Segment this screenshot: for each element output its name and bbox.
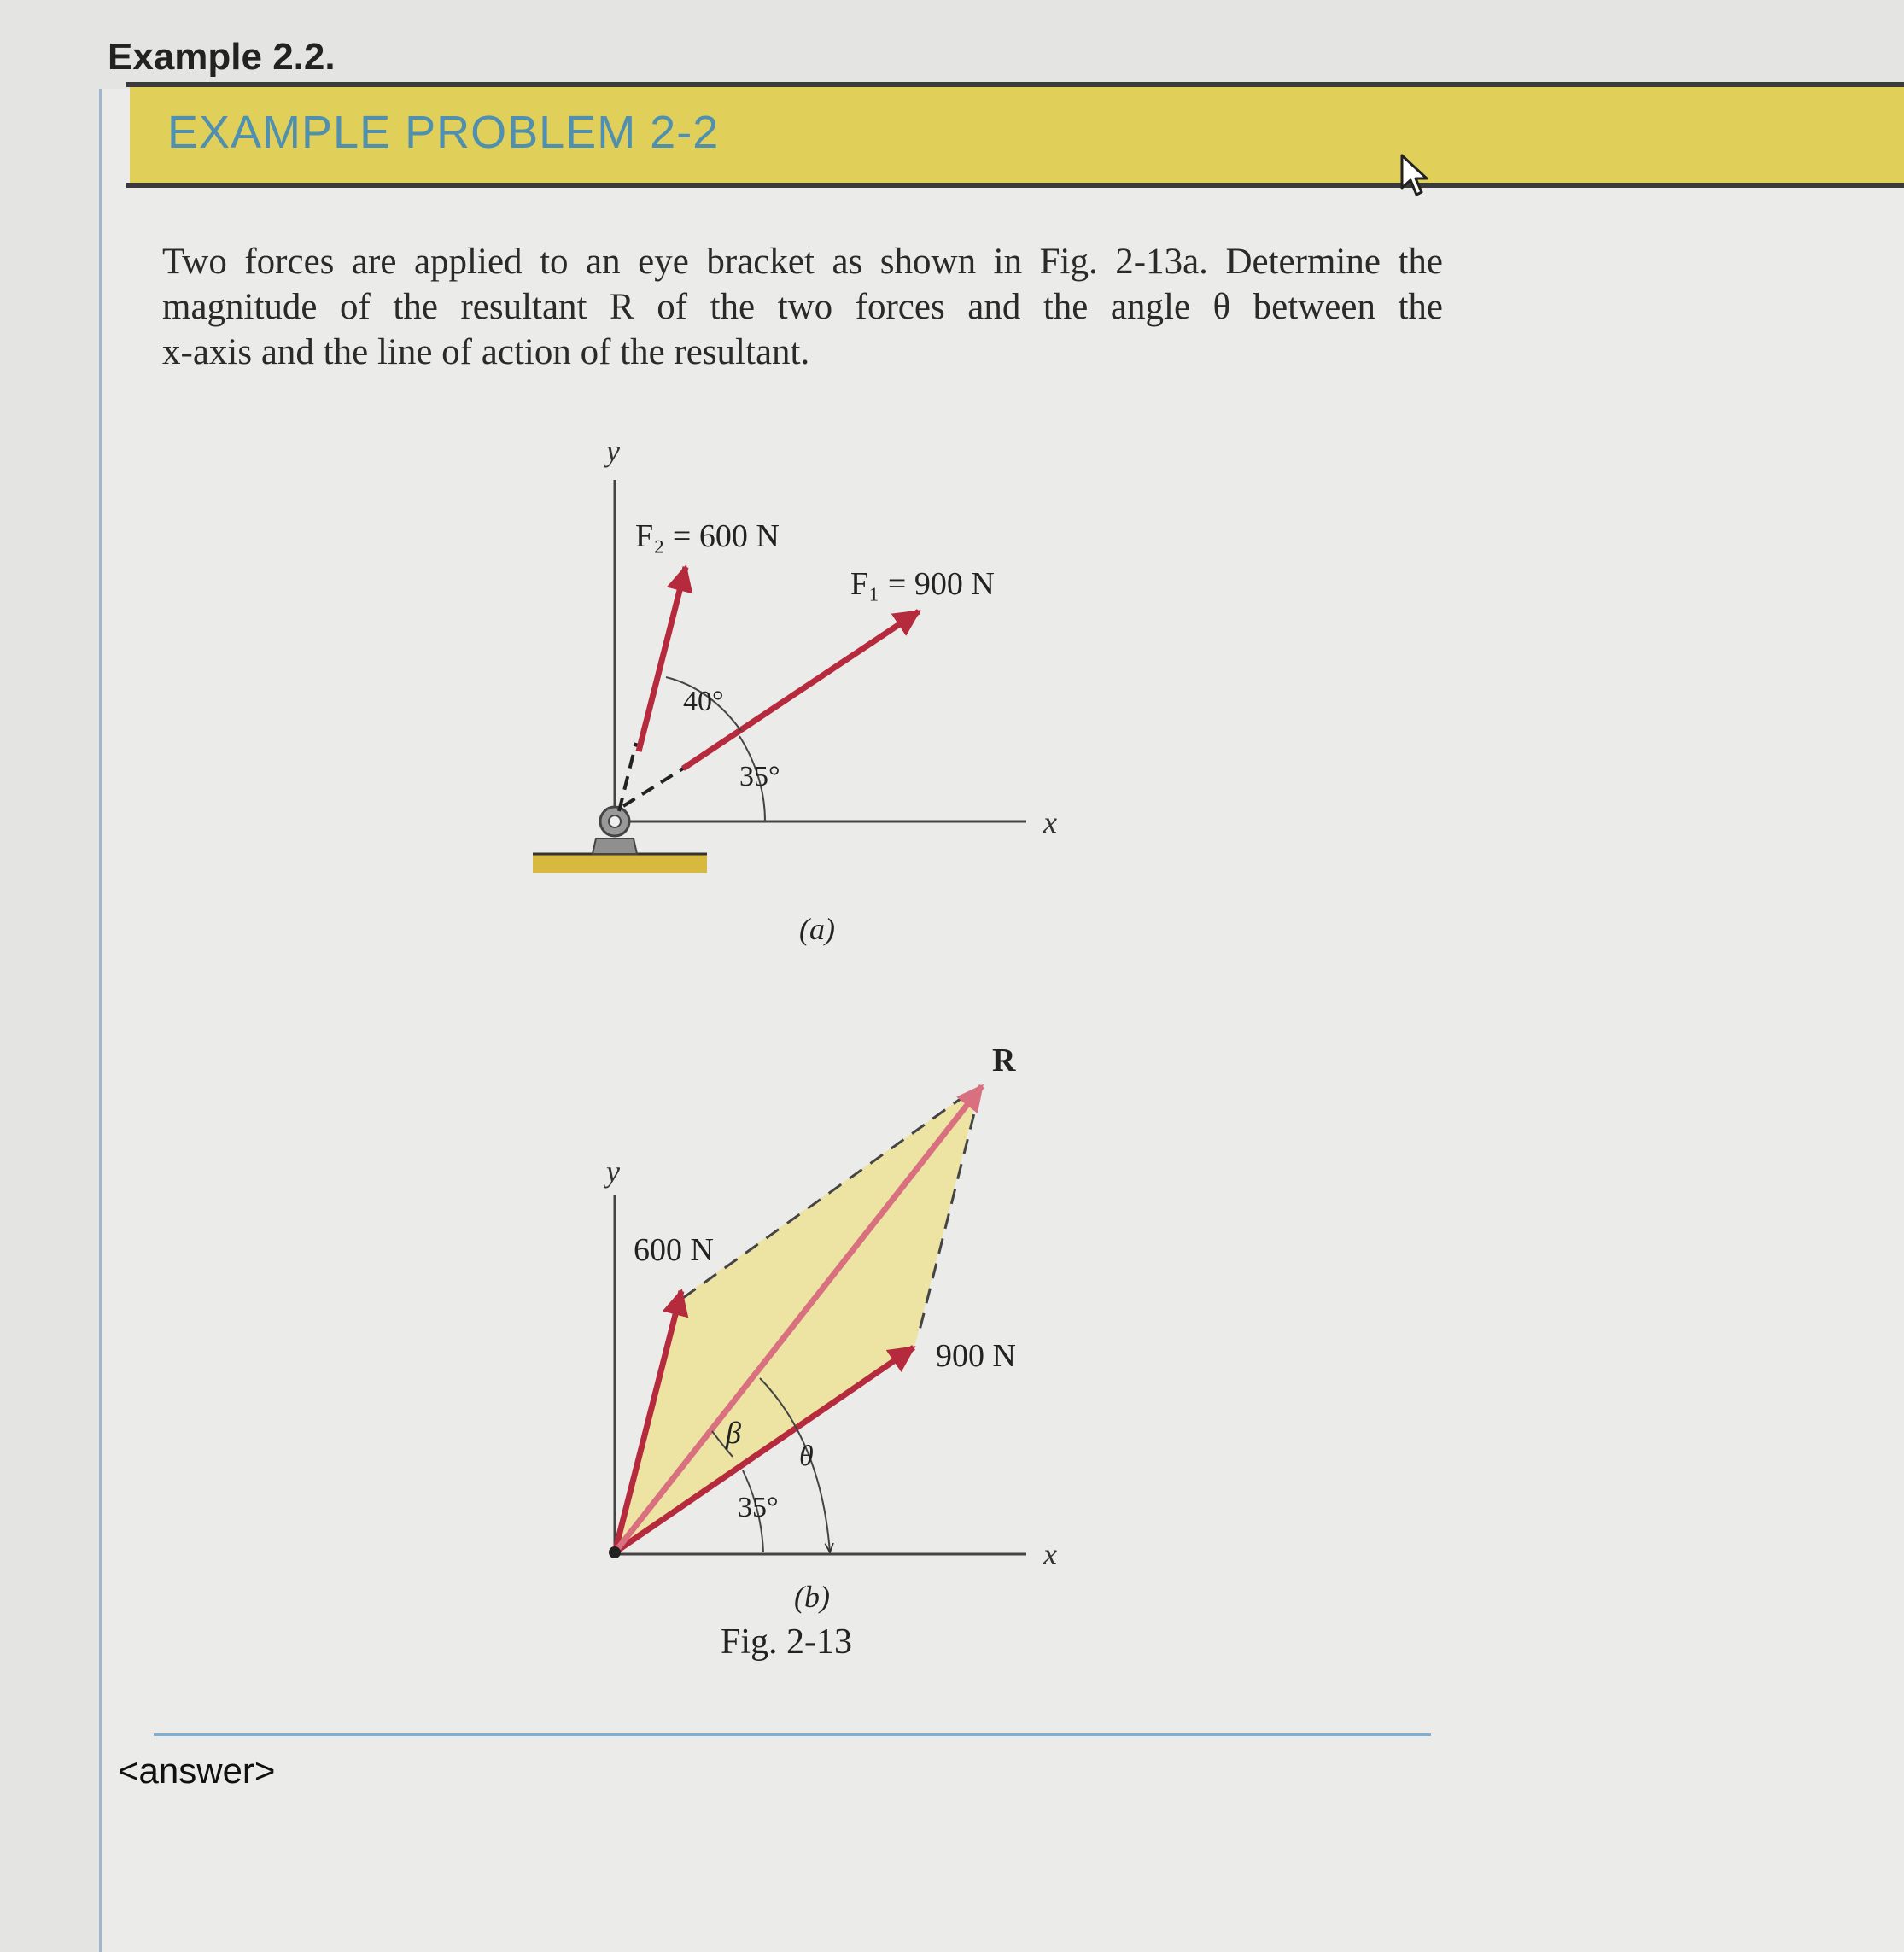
f2-arrow bbox=[639, 567, 686, 751]
mouse-pointer-icon bbox=[1400, 154, 1434, 202]
resultant-label: R bbox=[992, 1043, 1016, 1078]
resultant-arrow bbox=[615, 1086, 982, 1552]
problem-line-1: Two forces are applied to an eye bracket as shown in Fig. 2-13a. Determine the bbox=[162, 242, 1443, 282]
beta-label: β bbox=[726, 1416, 741, 1450]
f1-line-of-action bbox=[623, 769, 683, 806]
section-divider bbox=[154, 1733, 1431, 1736]
caption-a: (a) bbox=[799, 912, 835, 946]
f2-label-b: 600 N bbox=[634, 1232, 714, 1268]
answer-placeholder[interactable]: <answer> bbox=[118, 1750, 276, 1791]
problem-line-3: x-axis and the line of action of the resultant. bbox=[162, 332, 810, 372]
problem-line-2: magnitude of the resultant R of the two forces and the angle θ between the bbox=[162, 287, 1443, 327]
angle-label-35-b: 35° bbox=[738, 1492, 779, 1523]
banner-title: EXAMPLE PROBLEM 2-2 bbox=[167, 107, 720, 158]
f2-label-a: F₂ = 600 N bbox=[635, 518, 780, 554]
angle-label-35-a: 35° bbox=[739, 761, 780, 792]
eye-bracket-hole bbox=[609, 815, 621, 827]
figure-a bbox=[533, 434, 1057, 946]
angle-label-40: 40° bbox=[683, 686, 724, 717]
x-axis-label-a: x bbox=[1043, 805, 1057, 839]
origin-point bbox=[609, 1546, 621, 1558]
theta-label: θ bbox=[799, 1441, 814, 1472]
figure-caption: Fig. 2-13 bbox=[721, 1622, 853, 1662]
f1-label-b: 900 N bbox=[936, 1338, 1016, 1374]
example-heading: Example 2.2. bbox=[108, 36, 336, 78]
ground-support bbox=[533, 854, 707, 873]
eye-bracket-base bbox=[593, 839, 637, 854]
x-axis-label-b: x bbox=[1043, 1537, 1057, 1571]
y-axis-label-a: y bbox=[606, 434, 620, 468]
y-axis-label-b: y bbox=[606, 1154, 620, 1189]
caption-b: (b) bbox=[794, 1580, 830, 1614]
figure-b bbox=[604, 1043, 1057, 1614]
f1-label-a: F₁ = 900 N bbox=[850, 566, 995, 602]
